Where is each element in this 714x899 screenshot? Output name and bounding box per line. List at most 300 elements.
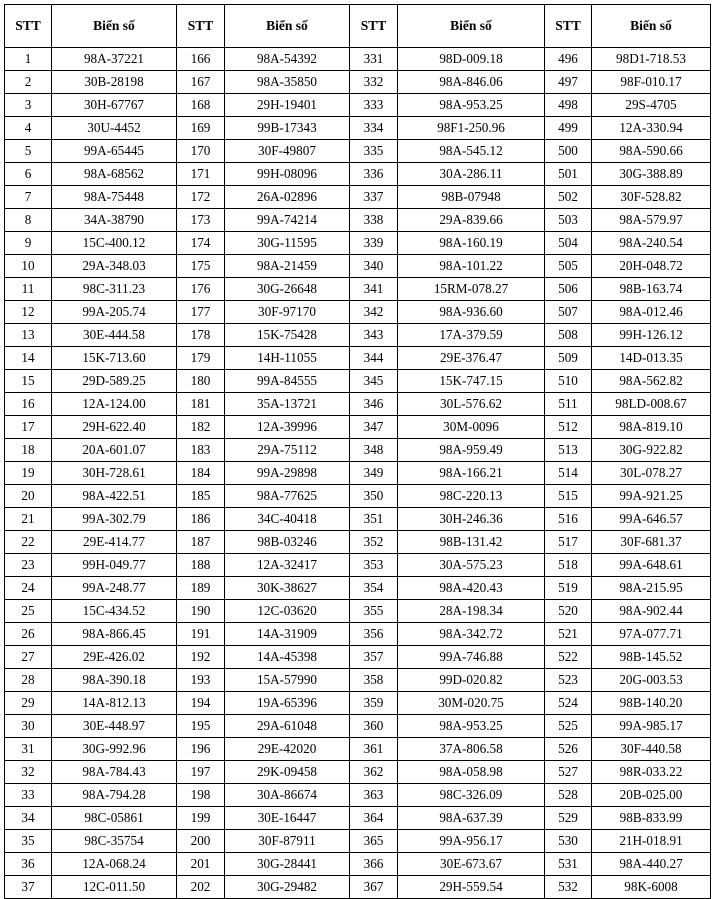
stt-cell: 526 (545, 738, 592, 761)
plate-number-cell: 99A-646.57 (592, 508, 711, 531)
stt-cell: 348 (350, 439, 398, 462)
stt-cell: 503 (545, 209, 592, 232)
plate-number-cell: 29D-589.25 (52, 370, 177, 393)
plate-number-cell: 29A-839.66 (398, 209, 545, 232)
header-plate-4: Biển số (592, 5, 711, 48)
stt-cell: 354 (350, 577, 398, 600)
stt-cell: 530 (545, 830, 592, 853)
table-row (5, 94, 711, 117)
plate-number-cell: 98A-37221 (52, 48, 177, 71)
plate-number-cell: 99H-049.77 (52, 554, 177, 577)
stt-cell: 168 (177, 94, 225, 117)
stt-cell: 28 (5, 669, 52, 692)
stt-cell: 194 (177, 692, 225, 715)
stt-cell: 186 (177, 508, 225, 531)
plate-number-cell: 98D-009.18 (398, 48, 545, 71)
table-row (5, 715, 711, 738)
stt-cell: 177 (177, 301, 225, 324)
plate-number-cell: 14A-31909 (225, 623, 350, 646)
plate-number-cell: 98A-422.51 (52, 485, 177, 508)
stt-cell: 202 (177, 876, 225, 899)
plate-number-cell: 30L-078.27 (592, 462, 711, 485)
plate-number-cell: 99A-302.79 (52, 508, 177, 531)
plate-number-cell: 99A-956.17 (398, 830, 545, 853)
plate-number-cell: 98A-562.82 (592, 370, 711, 393)
stt-cell: 21 (5, 508, 52, 531)
plate-number-cell: 30G-388.89 (592, 163, 711, 186)
plate-number-cell: 98R-033.22 (592, 761, 711, 784)
plate-number-cell: 30B-28198 (52, 71, 177, 94)
table-row (5, 462, 711, 485)
stt-cell: 27 (5, 646, 52, 669)
stt-cell: 334 (350, 117, 398, 140)
plate-number-cell: 29E-376.47 (398, 347, 545, 370)
header-row (5, 5, 711, 48)
stt-cell: 14 (5, 347, 52, 370)
table-row (5, 232, 711, 255)
plate-number-cell: 99A-29898 (225, 462, 350, 485)
table-row (5, 140, 711, 163)
plate-number-cell: 30A-286.11 (398, 163, 545, 186)
stt-cell: 6 (5, 163, 52, 186)
stt-cell: 193 (177, 669, 225, 692)
table-row (5, 692, 711, 715)
plate-number-cell: 98A-166.21 (398, 462, 545, 485)
stt-cell: 17 (5, 416, 52, 439)
plate-number-cell: 99H-08096 (225, 163, 350, 186)
stt-cell: 350 (350, 485, 398, 508)
stt-cell: 364 (350, 807, 398, 830)
stt-cell: 515 (545, 485, 592, 508)
stt-cell: 9 (5, 232, 52, 255)
plate-number-cell: 30E-16447 (225, 807, 350, 830)
plate-number-cell: 98A-420.43 (398, 577, 545, 600)
stt-cell: 361 (350, 738, 398, 761)
stt-cell: 505 (545, 255, 592, 278)
stt-cell: 197 (177, 761, 225, 784)
plate-number-cell: 29E-426.02 (52, 646, 177, 669)
plate-number-cell: 98F-010.17 (592, 71, 711, 94)
stt-cell: 531 (545, 853, 592, 876)
plate-number-cell: 30F-681.37 (592, 531, 711, 554)
stt-cell: 169 (177, 117, 225, 140)
stt-cell: 31 (5, 738, 52, 761)
plate-number-cell: 30F-87911 (225, 830, 350, 853)
plate-number-cell: 98A-160.19 (398, 232, 545, 255)
plate-number-cell: 98B-03246 (225, 531, 350, 554)
stt-cell: 346 (350, 393, 398, 416)
plate-number-cell: 30E-444.58 (52, 324, 177, 347)
stt-cell: 508 (545, 324, 592, 347)
plate-number-cell: 98A-579.97 (592, 209, 711, 232)
stt-cell: 345 (350, 370, 398, 393)
plate-number-cell: 30H-67767 (52, 94, 177, 117)
stt-cell: 499 (545, 117, 592, 140)
stt-cell: 180 (177, 370, 225, 393)
table-row (5, 324, 711, 347)
table-row (5, 623, 711, 646)
plate-number-cell: 30M-0096 (398, 416, 545, 439)
plate-number-cell: 30A-575.23 (398, 554, 545, 577)
plate-number-cell: 98A-545.12 (398, 140, 545, 163)
stt-cell: 26 (5, 623, 52, 646)
plate-number-cell: 98A-959.49 (398, 439, 545, 462)
plate-number-cell: 37A-806.58 (398, 738, 545, 761)
stt-cell: 200 (177, 830, 225, 853)
stt-cell: 500 (545, 140, 592, 163)
stt-cell: 29 (5, 692, 52, 715)
stt-cell: 362 (350, 761, 398, 784)
plate-number-cell: 98B-833.99 (592, 807, 711, 830)
stt-cell: 353 (350, 554, 398, 577)
plate-number-cell: 98A-058.98 (398, 761, 545, 784)
stt-cell: 363 (350, 784, 398, 807)
stt-cell: 521 (545, 623, 592, 646)
table-row (5, 278, 711, 301)
plate-number-cell: 30G-29482 (225, 876, 350, 899)
plate-number-cell: 34A-38790 (52, 209, 177, 232)
plate-number-cell: 98A-637.39 (398, 807, 545, 830)
plate-number-cell: 29S-4705 (592, 94, 711, 117)
plate-number-cell: 12A-124.00 (52, 393, 177, 416)
plate-number-cell: 15K-75428 (225, 324, 350, 347)
stt-cell: 183 (177, 439, 225, 462)
plate-number-cell: 12C-03620 (225, 600, 350, 623)
plate-number-cell: 29A-75112 (225, 439, 350, 462)
stt-cell: 34 (5, 807, 52, 830)
plate-number-cell: 15K-747.15 (398, 370, 545, 393)
plate-number-cell: 30G-992.96 (52, 738, 177, 761)
table-row (5, 163, 711, 186)
stt-cell: 333 (350, 94, 398, 117)
stt-cell: 1 (5, 48, 52, 71)
plate-number-cell: 12A-39996 (225, 416, 350, 439)
stt-cell: 172 (177, 186, 225, 209)
table-row (5, 117, 711, 140)
stt-cell: 357 (350, 646, 398, 669)
header-stt-4: STT (545, 5, 592, 48)
plate-number-cell: 98B-145.52 (592, 646, 711, 669)
stt-cell: 498 (545, 94, 592, 117)
plate-number-cell: 98F1-250.96 (398, 117, 545, 140)
plate-number-cell: 98A-342.72 (398, 623, 545, 646)
stt-cell: 365 (350, 830, 398, 853)
plate-number-cell: 99A-74214 (225, 209, 350, 232)
plate-number-cell: 98A-21459 (225, 255, 350, 278)
plate-number-cell: 98A-590.66 (592, 140, 711, 163)
stt-cell: 524 (545, 692, 592, 715)
table-row (5, 485, 711, 508)
plate-number-cell: 30K-38627 (225, 577, 350, 600)
plate-number-cell: 98C-220.13 (398, 485, 545, 508)
plate-number-cell: 98A-240.54 (592, 232, 711, 255)
plate-number-cell: 26A-02896 (225, 186, 350, 209)
stt-cell: 35 (5, 830, 52, 853)
stt-cell: 528 (545, 784, 592, 807)
stt-cell: 15 (5, 370, 52, 393)
plate-number-cell: 99A-205.74 (52, 301, 177, 324)
plate-number-cell: 98A-390.18 (52, 669, 177, 692)
plate-number-cell: 98B-140.20 (592, 692, 711, 715)
table-row (5, 876, 711, 899)
stt-cell: 510 (545, 370, 592, 393)
stt-cell: 181 (177, 393, 225, 416)
plate-number-cell: 98A-936.60 (398, 301, 545, 324)
plate-number-cell: 12A-330.94 (592, 117, 711, 140)
plate-number-cell: 30F-440.58 (592, 738, 711, 761)
table-row (5, 48, 711, 71)
plate-number-cell: 30E-448.97 (52, 715, 177, 738)
plate-number-cell: 30F-97170 (225, 301, 350, 324)
stt-cell: 525 (545, 715, 592, 738)
stt-cell: 25 (5, 600, 52, 623)
stt-cell: 344 (350, 347, 398, 370)
stt-cell: 517 (545, 531, 592, 554)
plate-number-cell: 99D-020.82 (398, 669, 545, 692)
table-row (5, 347, 711, 370)
plate-number-cell: 98A-784.43 (52, 761, 177, 784)
stt-cell: 518 (545, 554, 592, 577)
table-row (5, 807, 711, 830)
table-row (5, 393, 711, 416)
stt-cell: 507 (545, 301, 592, 324)
plate-number-cell: 98A-902.44 (592, 600, 711, 623)
plate-number-cell: 98A-54392 (225, 48, 350, 71)
header-stt-1: STT (5, 5, 52, 48)
stt-cell: 184 (177, 462, 225, 485)
table-row (5, 738, 711, 761)
stt-cell: 5 (5, 140, 52, 163)
plate-number-cell: 98D1-718.53 (592, 48, 711, 71)
plate-number-cell: 15RM-078.27 (398, 278, 545, 301)
plate-number-cell: 98B-163.74 (592, 278, 711, 301)
plate-number-cell: 98A-75448 (52, 186, 177, 209)
table-row (5, 577, 711, 600)
plate-number-cell: 30U-4452 (52, 117, 177, 140)
table-row (5, 71, 711, 94)
stt-cell: 351 (350, 508, 398, 531)
plate-number-cell: 98A-77625 (225, 485, 350, 508)
stt-cell: 512 (545, 416, 592, 439)
plate-number-cell: 99A-65445 (52, 140, 177, 163)
plate-number-cell: 98A-866.45 (52, 623, 177, 646)
header-stt-2: STT (177, 5, 225, 48)
stt-cell: 514 (545, 462, 592, 485)
table-row (5, 370, 711, 393)
stt-cell: 12 (5, 301, 52, 324)
stt-cell: 166 (177, 48, 225, 71)
plate-number-cell: 98A-794.28 (52, 784, 177, 807)
stt-cell: 497 (545, 71, 592, 94)
stt-cell: 22 (5, 531, 52, 554)
table-row (5, 301, 711, 324)
header-stt-3: STT (350, 5, 398, 48)
stt-cell: 2 (5, 71, 52, 94)
plate-number-cell: 98A-68562 (52, 163, 177, 186)
plate-number-cell: 97A-077.71 (592, 623, 711, 646)
stt-cell: 358 (350, 669, 398, 692)
header-plate-1: Biển số (52, 5, 177, 48)
plate-number-cell: 30F-49807 (225, 140, 350, 163)
plate-number-cell: 98B-07948 (398, 186, 545, 209)
stt-cell: 335 (350, 140, 398, 163)
stt-cell: 19 (5, 462, 52, 485)
stt-cell: 340 (350, 255, 398, 278)
plate-number-cell: 98C-311.23 (52, 278, 177, 301)
stt-cell: 8 (5, 209, 52, 232)
stt-cell: 179 (177, 347, 225, 370)
plate-number-cell: 29H-19401 (225, 94, 350, 117)
stt-cell: 532 (545, 876, 592, 899)
plate-number-cell: 30G-11595 (225, 232, 350, 255)
stt-cell: 501 (545, 163, 592, 186)
plate-number-cell: 20H-048.72 (592, 255, 711, 278)
stt-cell: 32 (5, 761, 52, 784)
plate-number-cell: 28A-198.34 (398, 600, 545, 623)
plate-number-cell: 30H-728.61 (52, 462, 177, 485)
plate-number-cell: 15C-400.12 (52, 232, 177, 255)
stt-cell: 349 (350, 462, 398, 485)
plate-number-cell: 98C-326.09 (398, 784, 545, 807)
header-plate-3: Biển số (398, 5, 545, 48)
stt-cell: 352 (350, 531, 398, 554)
stt-cell: 511 (545, 393, 592, 416)
plate-number-cell: 30L-576.62 (398, 393, 545, 416)
plate-number-cell: 14A-812.13 (52, 692, 177, 715)
stt-cell: 199 (177, 807, 225, 830)
stt-cell: 355 (350, 600, 398, 623)
stt-cell: 174 (177, 232, 225, 255)
table-row (5, 600, 711, 623)
plate-number-cell: 98A-215.95 (592, 577, 711, 600)
stt-cell: 506 (545, 278, 592, 301)
stt-cell: 343 (350, 324, 398, 347)
table-row (5, 186, 711, 209)
plate-number-cell: 99A-921.25 (592, 485, 711, 508)
stt-cell: 332 (350, 71, 398, 94)
stt-cell: 30 (5, 715, 52, 738)
plate-number-cell: 98B-131.42 (398, 531, 545, 554)
stt-cell: 18 (5, 439, 52, 462)
stt-cell: 347 (350, 416, 398, 439)
stt-cell: 342 (350, 301, 398, 324)
plate-number-cell: 14D-013.35 (592, 347, 711, 370)
stt-cell: 187 (177, 531, 225, 554)
stt-cell: 190 (177, 600, 225, 623)
stt-cell: 359 (350, 692, 398, 715)
stt-cell: 529 (545, 807, 592, 830)
plate-number-cell: 29A-61048 (225, 715, 350, 738)
stt-cell: 198 (177, 784, 225, 807)
plate-number-cell: 98LD-008.67 (592, 393, 711, 416)
stt-cell: 356 (350, 623, 398, 646)
table-row (5, 669, 711, 692)
stt-cell: 513 (545, 439, 592, 462)
table-row (5, 209, 711, 232)
plate-number-cell: 98C-35754 (52, 830, 177, 853)
stt-cell: 20 (5, 485, 52, 508)
plate-number-cell: 30A-86674 (225, 784, 350, 807)
stt-cell: 13 (5, 324, 52, 347)
table-row (5, 416, 711, 439)
stt-cell: 167 (177, 71, 225, 94)
plate-number-cell: 35A-13721 (225, 393, 350, 416)
stt-cell: 502 (545, 186, 592, 209)
plate-number-cell: 99A-248.77 (52, 577, 177, 600)
plate-number-cell: 30M-020.75 (398, 692, 545, 715)
stt-cell: 189 (177, 577, 225, 600)
header-plate-2: Biển số (225, 5, 350, 48)
stt-cell: 171 (177, 163, 225, 186)
stt-cell: 509 (545, 347, 592, 370)
stt-cell: 336 (350, 163, 398, 186)
plate-number-cell: 98A-953.25 (398, 715, 545, 738)
table-row (5, 761, 711, 784)
plate-number-cell: 30G-922.82 (592, 439, 711, 462)
stt-cell: 4 (5, 117, 52, 140)
plate-number-cell: 14A-45398 (225, 646, 350, 669)
stt-cell: 36 (5, 853, 52, 876)
plate-number-cell: 99A-746.88 (398, 646, 545, 669)
plate-number-cell: 98A-846.06 (398, 71, 545, 94)
plate-number-cell: 98A-440.27 (592, 853, 711, 876)
table-row (5, 830, 711, 853)
stt-cell: 520 (545, 600, 592, 623)
stt-cell: 523 (545, 669, 592, 692)
stt-cell: 185 (177, 485, 225, 508)
plate-number-cell: 98A-953.25 (398, 94, 545, 117)
plate-number-cell: 99A-985.17 (592, 715, 711, 738)
plate-number-cell: 15A-57990 (225, 669, 350, 692)
stt-cell: 182 (177, 416, 225, 439)
plate-number-cell: 29H-622.40 (52, 416, 177, 439)
stt-cell: 360 (350, 715, 398, 738)
plate-number-cell: 21H-018.91 (592, 830, 711, 853)
stt-cell: 24 (5, 577, 52, 600)
stt-cell: 201 (177, 853, 225, 876)
stt-cell: 192 (177, 646, 225, 669)
plate-number-cell: 98A-101.22 (398, 255, 545, 278)
stt-cell: 23 (5, 554, 52, 577)
stt-cell: 10 (5, 255, 52, 278)
plate-number-cell: 12C-011.50 (52, 876, 177, 899)
table-row (5, 531, 711, 554)
table-row (5, 784, 711, 807)
plate-number-cell: 29E-42020 (225, 738, 350, 761)
stt-cell: 331 (350, 48, 398, 71)
plate-number-cell: 98C-05861 (52, 807, 177, 830)
plate-number-cell: 98A-35850 (225, 71, 350, 94)
table-row (5, 554, 711, 577)
stt-cell: 337 (350, 186, 398, 209)
stt-cell: 188 (177, 554, 225, 577)
stt-cell: 7 (5, 186, 52, 209)
plate-number-cell: 29H-559.54 (398, 876, 545, 899)
plate-number-cell: 98A-819.10 (592, 416, 711, 439)
stt-cell: 496 (545, 48, 592, 71)
plate-number-cell: 34C-40418 (225, 508, 350, 531)
plate-number-cell: 15K-713.60 (52, 347, 177, 370)
stt-cell: 191 (177, 623, 225, 646)
plate-number-cell: 30G-26648 (225, 278, 350, 301)
stt-cell: 366 (350, 853, 398, 876)
stt-cell: 519 (545, 577, 592, 600)
plate-number-cell: 30E-673.67 (398, 853, 545, 876)
plate-number-cell: 20G-003.53 (592, 669, 711, 692)
stt-cell: 522 (545, 646, 592, 669)
plate-number-cell: 12A-32417 (225, 554, 350, 577)
plate-number-cell: 20B-025.00 (592, 784, 711, 807)
